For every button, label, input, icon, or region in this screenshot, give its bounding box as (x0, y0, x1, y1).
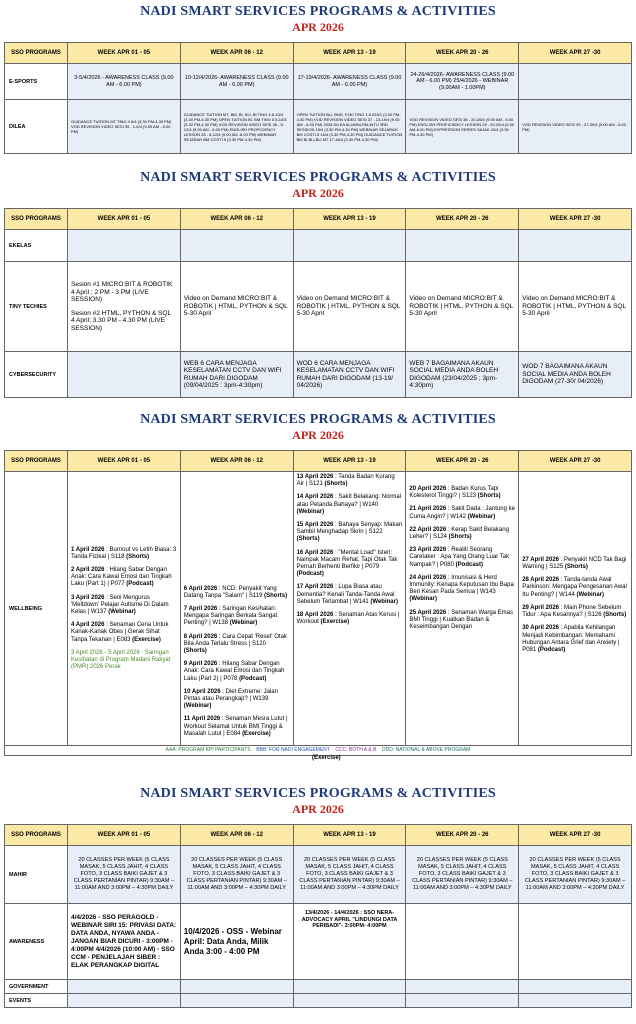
cyber-week-2: WEB 6 CARA MENJAGA KESELAMATAN CCTV DAN WIFI RUMAH DARI DIGODAM (09/04/2025 : 3pm-4:30pm) (180, 352, 293, 398)
header-week-5: WEEK APR 27 -30 (519, 209, 632, 230)
wellbeing-item-date: 28 April 2026 (522, 577, 559, 584)
wellbeing-item-title: : Senaman Warga Emas BMI Tinggi | Kuatkan Badan & Keseimbangan Dengan (409, 609, 514, 631)
wellbeing-item-title: : Apabila Kehilangan Menjadi Kebimbangan: Memahami Hubungan Antara Grief dan Anxiety | P081 (522, 625, 620, 653)
wellbeing-item-type: (Webinar) (467, 513, 496, 520)
events-week-1 (68, 994, 181, 1008)
awareness-week-2: 10/4/2026 - OSS - Webinar April: Data Anda, Milik Anda 3:00 - 4:00 PM (180, 904, 293, 980)
table-row-cybersecurity (5, 352, 632, 398)
awareness-week-4 (406, 904, 519, 980)
header-week-2: WEEK APR 06 - 12 (180, 451, 293, 472)
ekelas-week-1 (68, 230, 181, 262)
wellbeing-item-type: (Webinar) (108, 609, 136, 615)
wellbeing-item-title: : Hilang Sabar Dengan Anak: Cara Kawal Emosi dan Tingkah Laku (Part 1) | P077 (71, 566, 172, 588)
wellbeing-item (184, 661, 290, 683)
wellbeing-week-2 (180, 472, 293, 746)
schedule-table-2 (4, 208, 632, 398)
wellbeing-item-date: 6 April 2026 (183, 585, 218, 592)
wellbeing-item-type: (Webinar) (370, 598, 398, 605)
wellbeing-item (297, 584, 403, 606)
header-week-2: WEEK APR 06 - 12 (180, 825, 293, 846)
row-label-government: GOVERNMENT (5, 980, 68, 994)
wellbeing-week-4 (406, 472, 519, 746)
header-week-4: WEEK APR 20 - 26 (406, 451, 519, 472)
wellbeing-item-title: : Tanda-tanda Awal Parkinson: Mengapa Pengesanan Awal Itu Penting? | W144 (522, 577, 627, 598)
wellbeing-item-title: : Realiti Seorang Caretaker : Apa Yang Orang Luar Tak Nampak? | P080 (409, 547, 510, 568)
events-week-2 (180, 994, 293, 1008)
mahir-week-3: 20 CLASSES PER WEEK (5 CLASS MASAK, 5 CLASS JAHIT, 4 CLASS FOTO, 3 CLASS BAIKI GAJET & 3 CLASS PERTANIAN PINTAR) 9:30AM – 11:00AM AND 3:00PM – 4:30PM DAILY (293, 846, 406, 904)
wellbeing-item-title: : Lupa Biasa atau Dementia? Kenali Tanda-Tanda Awal Sebelum Terlambat | W141 (296, 584, 395, 605)
wellbeing-item-title: : Sakit Dada : Jantung ke Cuma Angin? | W142 (409, 506, 515, 520)
ekelas-week-4 (406, 230, 519, 262)
wellbeing-item-title: : Sakit Belakang: Normal atau Petanda Bahaya? | W140 (296, 494, 402, 508)
wellbeing-item (522, 557, 628, 571)
wellbeing-item-type: (Shorts) (603, 612, 627, 619)
wellbeing-item-type: (Podcast) (126, 581, 154, 588)
wellbeing-item-type: (Shorts) (448, 534, 472, 541)
esports-week-4: 24-26/4/2026- AWARENESS CLASS (9.00 AM - 6.00 PM) 25/4/2026 - WEBINAR (9.00AM - 1.00PM) (406, 64, 519, 100)
wellbeing-item-type: (Shorts) (264, 592, 288, 599)
header-programs: SSO PROGRAMS (5, 451, 68, 472)
wellbeing-item-title: : Tanda Badan Kurang Air | S121 (296, 474, 395, 488)
ekelas-week-3 (293, 230, 406, 262)
header-week-4: WEEK APR 20 - 26 (406, 43, 519, 64)
row-label-events: EVENTS (5, 994, 68, 1008)
cyber-week-1 (68, 352, 181, 398)
wellbeing-item-title: : Hilang Sabar Dengan Anak: Cara Kawal Emosi dan Tingkah Laku (Part 2) | P078 (183, 661, 285, 682)
wellbeing-item-type: (Podcast) (296, 571, 324, 578)
header-programs: SSO PROGRAMS (5, 825, 68, 846)
section-esports-dilea (4, 4, 632, 154)
wellbeing-item-title: : Kerap Sakit Belakang Leher? | S124 (409, 526, 509, 541)
overflow-exercise: (Exercise) (312, 755, 341, 761)
government-week-4 (406, 980, 519, 994)
mahir-week-5: 20 CLASSES PER WEEK (5 CLASS MASAK, 5 CLASS JAHIT, 4 CLASS FOTO, 3 CLASS BAIKI GAJET & 3 CLASS PERTANIAN PINTAR) 9:30AM – 11:00AM AND 3:00PM – 4:30PM DAILY (519, 846, 632, 904)
awareness-week-1: 4/4/2026 - SSO PERAGOLD - WEBINAR SIRI 15: PRIVASI DATA: DATA ANDA, NYAWA ANDA - JANGAN BIAR DICURI - 3:00PM - 4:00PM 4/4/2026 (10:00 AM) - SSO CCM - PENJELAJAH SIBER : ELAK PERANGKAP DIGITAL (68, 904, 181, 980)
tiny-session-2-title: Sesion #2 HTML, PYTHON & SQL (71, 309, 172, 317)
page-subtitle: APR 2026 (292, 186, 344, 200)
ekelas-week-5 (519, 230, 632, 262)
page-subtitle: APR 2026 (292, 802, 344, 816)
table-row-mahir (5, 846, 632, 904)
wellbeing-item-date: 30 April 2026 (522, 625, 559, 632)
wellbeing-week-5 (519, 472, 632, 746)
wellbeing-item-type: (Shorts) (477, 493, 501, 500)
wellbeing-week-3 (293, 472, 406, 746)
wellbeing-item-date: 7 April 2026 (183, 605, 218, 612)
row-label-cybersecurity: CYBERSECURITY (5, 352, 68, 398)
page-title: NADI SMART SERVICES PROGRAMS & ACTIVITIES (140, 786, 496, 801)
wellbeing-item-date: 2 April 2026 (71, 566, 105, 573)
wellbeing-item-date: 3 April 2026 (71, 594, 105, 601)
page-subtitle: APR 2026 (292, 20, 344, 34)
wellbeing-item-type: (Webinar) (296, 508, 325, 515)
esports-week-2: 10-12/4/2026- AWARENESS CLASS (9.00 AM - 6.00 PM) (180, 64, 293, 100)
table-header-row (5, 451, 632, 472)
header-week-3: WEEK APR 13 - 19 (293, 209, 406, 230)
wellbeing-item (409, 506, 515, 520)
wellbeing-week-1 (68, 472, 181, 746)
section-wellbeing (4, 412, 632, 764)
wellbeing-item-type: (Webinar) (409, 596, 437, 603)
wellbeing-item-date: 29 April 2026 (522, 604, 559, 611)
wellbeing-item-date: 8 April 2026 (183, 633, 218, 640)
wellbeing-week-3-list (297, 474, 403, 626)
tiny-techies-week-3: Video on Demand MICRO:BIT & ROBOTIK | HTML, PYTHON & SQL 5-30 April (293, 262, 406, 352)
wellbeing-week-1-highlight: 3 April 2026 - 5 April 2026 : Saringan Kesihatan di Program Madani Rakyat (PMR) 2026 Perak (71, 649, 171, 671)
wellbeing-item-date: 17 April 2026 (296, 584, 334, 591)
section-ekelas-tiny-cyber (4, 170, 632, 398)
header-week-1: WEEK APR 01 - 05 (68, 209, 181, 230)
wellbeing-item (522, 577, 628, 599)
table-row-events (5, 994, 632, 1008)
table-row-ekelas (5, 230, 632, 262)
tiny-session-2-time: 4 April; 3.30 PM - 4.30 PM (LIVE SESSION) (71, 317, 165, 332)
legend-ccc: CCC: BOTH A & B (335, 747, 377, 753)
table-row-government (5, 980, 632, 994)
wellbeing-item (409, 575, 515, 604)
wellbeing-item-type: (Podcast) (239, 675, 267, 682)
wellbeing-item-date: 10 April 2026 (183, 688, 221, 695)
schedule-table-4 (4, 824, 632, 1008)
legend-bbb: BBB: FOR NADI ENGAGEMENT (256, 747, 330, 753)
header-week-2: WEEK APR 06 - 12 (180, 43, 293, 64)
wellbeing-item (184, 689, 290, 711)
table-row-dilea (5, 100, 632, 154)
table-row-tiny-techies (5, 262, 632, 352)
wellbeing-item (297, 494, 403, 516)
wellbeing-item-date: 27 April 2026 (522, 556, 559, 563)
header-week-4: WEEK APR 20 - 26 (406, 825, 519, 846)
section-mahir-awareness (4, 786, 632, 1008)
row-label-dilea: DILEA (5, 100, 68, 154)
wellbeing-item (409, 610, 515, 632)
wellbeing-item-title: : Burnout vs Letih Biasa: 3 Tanda Fizikal | S118 (71, 546, 177, 560)
header-week-5: WEEK APR 27 -30 (519, 825, 632, 846)
wellbeing-item-title: : Bahaya Senyap: Makan Sambil Menghadap Skrin | S122 (296, 522, 403, 536)
dilea-week-2: GUIDANCE TUITION MT, BM, BI, BIJ, BI TING 4 8-10/4 (3.30 PM-4.30 PM) OPEN TUITION BI, BM TING 5 8-10/4 (3.30 PM-4.30 PM) VOD REVISION VIDEO SESI 36 - 8-12/4 (9.00 AM - 6.00 PM) ENGLISH PROFICIENCY LESSON 28 - 8-12/4 (9.00 AM -6.00 PM) WEBINAR SEJARAH BM COSTI 9 (3.30 PM-4.30 PM) (180, 100, 293, 154)
header-week-1: WEEK APR 01 - 05 (68, 451, 181, 472)
wellbeing-item-type: (Exercise) (320, 619, 350, 626)
wellbeing-item-title: : Senaman Atas Kerusi | Workout (296, 612, 400, 626)
wellbeing-item (409, 486, 515, 500)
awareness-week-3: 13/4/2026 - 14/4/2026 : SSO NERA- ADVOCACY APRIL "LINDUNGI DATA PERIBADI"- 3:00PM- 4:00PM (293, 904, 406, 980)
dilea-week-5: VOD REVISION VIDEO SESI 39 - 27-30/4 (9.00 AM - 6.00 PM) (519, 100, 632, 154)
wellbeing-week-5-list (522, 557, 628, 654)
esports-week-1: 3-5/4/2026 - AWARENESS CLASS (9.00 AM - 6.00 PM) (68, 64, 181, 100)
wellbeing-item-date: 21 April 2026 (409, 506, 447, 513)
wellbeing-item-date: 24 April 2026 (409, 574, 447, 581)
government-week-5 (519, 980, 632, 994)
header-programs: SSO PROGRAMS (5, 43, 68, 64)
tiny-techies-week-5: Video on Demand MICRO:BIT & ROBOTIK | HTML, PYTHON & SQL 5-30 April (519, 262, 632, 352)
header-programs: SSO PROGRAMS (5, 209, 68, 230)
wellbeing-item (297, 522, 403, 544)
header-week-1: WEEK APR 01 - 05 (68, 825, 181, 846)
esports-week-3: 17-19/4/2026- AWARENESS CLASS (9.00 AM - 6.00 PM) (293, 64, 406, 100)
wellbeing-item (409, 547, 515, 569)
wellbeing-item-title: : Saringan Kesihatan: Mengapa Saringan Berkala Sangat Penting? | W138 (183, 605, 278, 627)
tiny-techies-week-4: Video on Demand MICRO:BIT & ROBOTIK | HTML, PYTHON & SQL 5-30 April (406, 262, 519, 352)
tiny-techies-week-2: Video on Demand MICRO:BIT & ROBOTIK | HTML, PYTHON & SQL 5-30 April (180, 262, 293, 352)
table-row-wellbeing (5, 472, 632, 746)
header-week-3: WEEK APR 13 - 19 (293, 825, 406, 846)
wellbeing-item (184, 586, 290, 600)
wellbeing-item-type: (Shorts) (324, 481, 348, 488)
government-week-1 (68, 980, 181, 994)
overflow-text-row (4, 756, 632, 764)
row-label-esports: E-SPORTS (5, 64, 68, 100)
page-title: NADI SMART SERVICES PROGRAMS & ACTIVITIES (140, 170, 496, 185)
dilea-week-4: VOD REVISION VIDEO SESI 38 - 20-26/4 (9.00 AM - 6.00 PM) ENGLISH PROFICIENCY LESSON 29 - 20-26/4 (9.00 AM-6.00 PM) EXPRESSION SERIES SAJAK 20/4 (3.30 PM-4.30 PM) (406, 100, 519, 154)
wellbeing-item (184, 634, 290, 656)
row-label-tiny-techies: TINY TECHIES (5, 262, 68, 352)
wellbeing-item-type: (Shorts) (126, 553, 150, 560)
header-week-3: WEEK APR 13 - 19 (293, 451, 406, 472)
row-label-mahir: MAHIR (5, 846, 68, 904)
wellbeing-item-date: 14 April 2026 (296, 494, 334, 501)
wellbeing-item-title: : Seni Mengurus 'Meltdown' Pelajar Autisme Di Dalam Kelas | W137 (71, 594, 169, 615)
wellbeing-item-type: (Shorts) (296, 536, 320, 543)
header-week-3: WEEK APR 13 - 19 (293, 43, 406, 64)
wellbeing-item (297, 612, 403, 626)
wellbeing-item-title: : Diet Extreme: Jalan Pintas atau Perangkap? | W139 (183, 688, 278, 702)
wellbeing-item-date: 20 April 2026 (409, 486, 447, 492)
header-week-4: WEEK APR 20 - 26 (406, 209, 519, 230)
table-header-row (5, 43, 632, 64)
wellbeing-item-date: 22 April 2026 (409, 526, 447, 533)
events-week-3 (293, 994, 406, 1008)
wellbeing-item (184, 606, 290, 628)
wellbeing-item-type: (Shorts) (183, 647, 207, 654)
wellbeing-item-type: (Podcast) (455, 561, 483, 568)
cyber-week-4: WEB 7 BAGAIMANA AKAUN SOCIAL MEDIA ANDA BOLEH DIGODAM (23/04/2025 ; 3pm-4:30pm) (406, 352, 519, 398)
awareness-week-5 (519, 904, 632, 980)
wellbeing-item-type: (Webinar) (229, 620, 258, 627)
row-label-wellbeing: WELLBEING (5, 472, 68, 746)
table-header-row (5, 825, 632, 846)
wellbeing-item-type: (Webinar) (576, 591, 605, 598)
wellbeing-item-date: 11 April 2026 (183, 716, 221, 723)
page-title: NADI SMART SERVICES PROGRAMS & ACTIVITIES (140, 412, 496, 427)
wellbeing-week-2-list (184, 586, 290, 738)
wellbeing-item-type: (Shorts) (564, 564, 588, 571)
ekelas-week-2 (180, 230, 293, 262)
wellbeing-item-date: 23 April 2026 (409, 547, 447, 554)
wellbeing-item (297, 474, 403, 488)
wellbeing-item (71, 622, 177, 644)
cyber-week-3: WOD 6 CARA MENJAGA KESELAMATAN CCTV DAN WIFI RUMAH DARI DIGODAM (13-19/ 04/2026) (293, 352, 406, 398)
government-week-3 (293, 980, 406, 994)
row-label-ekelas: EKELAS (5, 230, 68, 262)
wellbeing-week-1-list (71, 547, 177, 644)
wellbeing-item-title: : Badan Kurus Tapi Kolesterol Tinggi? | S123 (409, 486, 499, 500)
table-header-row (5, 209, 632, 230)
wellbeing-item (71, 547, 177, 561)
schedule-table-3 (4, 450, 632, 746)
legend-ddd: DDD: NATIONAL & ABOVE PROGRAM (382, 747, 471, 753)
wellbeing-item (184, 716, 290, 738)
header-week-5: WEEK APR 27 -30 (519, 451, 632, 472)
wellbeing-item-date: 9 April 2026 (183, 661, 218, 668)
wellbeing-item (71, 595, 177, 617)
dilea-week-3: OPEN TUITION BLI, BNS, FJ40 TING 1-5 ATAS (3.30 PM-4.30 PM) VOD REVISION VIDEO SESI 37 - 13-19/4 (9.00 AM - 6.00 PM) 2026 DILEA ALUMNI-PALINTU 3RD SESSION 15/4 (3.30 PM-4.30 PM) WEBINAR SEJARAH BM COSTI 8 16/4 (3.30 PM-4.30 PM) GUIDANCE TUITION BM BI BLLBIJ MT 17-18/4 (3.30 PM-4.30 PM) (293, 100, 406, 154)
government-week-2 (180, 980, 293, 994)
events-week-5 (519, 994, 632, 1008)
wellbeing-item-date: 1 April 2026 (71, 546, 105, 553)
wellbeing-item-title: : NCD: Penyakit Yang Datang Tanpa "Salam" | S119 (183, 585, 277, 599)
table-row-awareness (5, 904, 632, 980)
table-row-esports (5, 64, 632, 100)
wellbeing-item-type: (Exercise) (242, 730, 271, 737)
mahir-week-4: 20 CLASSES PER WEEK (5 CLASS MASAK, 5 CLASS JAHIT, 4 CLASS FOTO, 3 CLASS BAIKI GAJET & 3 CLASS PERTANIAN PINTAR) 9:30AM – 11:00AM AND 3:00PM – 4:30PM DAILY (406, 846, 519, 904)
wellbeing-item-date: 4 April 2026 (71, 622, 105, 629)
wellbeing-item (297, 550, 403, 579)
wellbeing-item-title: : Main Phone Sebelum Tidur : Apa Kesannya? | S126 (522, 604, 622, 619)
wellbeing-item-date: 13 April 2026 (296, 474, 334, 480)
wellbeing-item-title: : "Mental Load" Isteri: Nampak Macam Rehat, Tapi Otak Tak Pernah Berhenti Berfikir | P079 (296, 549, 398, 571)
wellbeing-item-date: 25 April 2026 (409, 609, 447, 616)
events-week-4 (406, 994, 519, 1008)
header-week-5: WEEK APR 27 -30 (519, 43, 632, 64)
mahir-week-2: 20 CLASSES PER WEEK (5 CLASS MASAK, 5 CLASS JAHIT, 4 CLASS FOTO, 3 CLASS BAIKI GAJET & 3 CLASS PERTANIAN PINTAR) 9:30AM – 11:00AM AND 3:00PM – 4:30PM DAILY (180, 846, 293, 904)
wellbeing-item (71, 567, 177, 589)
wellbeing-item-title: : Senaman Mesra Lutut | Workout Selamat Untuk BMI Tinggi & Masalah Lutut | E084 (183, 716, 288, 737)
row-label-awareness: AWARENESS (5, 904, 68, 980)
wellbeing-week-4-list (409, 486, 515, 631)
legend-aaa: AAA: PROGRAM KPI PARTICIPANTS (165, 747, 251, 753)
page-title: NADI SMART SERVICES PROGRAMS & ACTIVITIES (140, 4, 496, 19)
wellbeing-item-type: (Webinar) (183, 703, 212, 710)
page-subtitle: APR 2026 (292, 428, 344, 442)
wellbeing-item-title: : Imunisasi & Herd Immunity: Kenapa Keputusan Ibu Bapa Beri Kesan Pada Semua | W143 (409, 574, 514, 596)
wellbeing-item-title: : Senaman Ceria Untuk Kanak-Kanak Obes | Gerak Sihat Tanpa Tekanan | E083 (71, 622, 169, 643)
dilea-week-1: GUIDANCE TUITION MT TING 4 6/4 (3.30 PM-4.30 PM) VOD REVISION VIDEO SESI 39 - 1-6/4 (9.00 AM - 6.00 PM) (68, 100, 181, 154)
header-week-1: WEEK APR 01 - 05 (68, 43, 181, 64)
tiny-session-1-title: Sesion #1 MICRO:BIT & ROBOTIK (71, 281, 173, 288)
schedule-table-1 (4, 42, 632, 154)
tiny-techies-week-1 (68, 262, 181, 352)
wellbeing-item-type: (Exercise) (132, 636, 161, 643)
wellbeing-item-title: : Penyakit NCD Tak Bagi Warning | S125 (522, 556, 627, 571)
wellbeing-item-title: : Cara Cepat 'Reset' Otak Bila Anda Terlalu Stress | S120 (183, 633, 287, 647)
cyber-week-5: WOD 7 BAGAIMANA AKAUN SOCIAL MEDIA ANDA BOLEH DIGODAM (27-30/ 04/2026) (519, 352, 632, 398)
wellbeing-item (522, 625, 628, 654)
wellbeing-item (409, 527, 515, 541)
wellbeing-item (522, 605, 628, 619)
wellbeing-item-date: 18 April 2026 (296, 612, 334, 619)
header-week-2: WEEK APR 06 - 12 (180, 209, 293, 230)
tiny-session-1-time: 4 April ; 2 PM - 3 PM (LIVE SESSION) (71, 288, 149, 303)
mahir-week-1: 20 CLASSES PER WEEK (5 CLASS MASAK, 5 CLASS JAHIT, 4 CLASS FOTO, 3 CLASS BAIKI GAJET & 3 CLASS PERTANIAN PINTAR) 9:30AM – 11:00AM AND 3:00PM – 4:30PM DAILY (68, 846, 181, 904)
wellbeing-item-date: 16 April 2026 (296, 549, 334, 556)
wellbeing-item-type: (Podcast) (537, 646, 566, 653)
wellbeing-item-date: 15 April 2026 (296, 522, 334, 529)
esports-week-5 (519, 64, 632, 100)
